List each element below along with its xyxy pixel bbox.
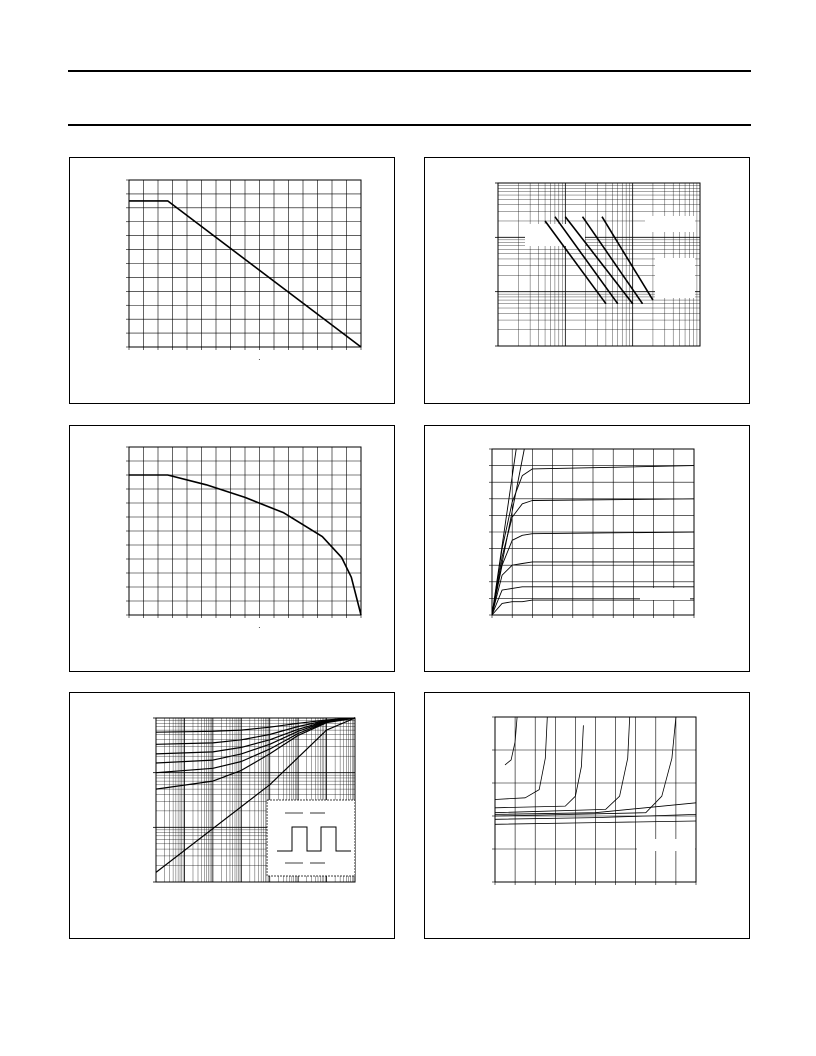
figure-panel-5 — [69, 692, 395, 939]
header-bottom-rule — [68, 124, 751, 126]
chart-fig4 — [425, 426, 751, 673]
series-line-3 — [495, 725, 583, 808]
axis-dot: · — [258, 355, 261, 364]
figure-panel-2 — [424, 157, 750, 404]
label-mask — [640, 588, 690, 600]
label-mask — [645, 216, 695, 232]
chart-fig2 — [425, 158, 751, 405]
figure-panel-4 — [424, 425, 750, 672]
chart-fig6 — [425, 693, 751, 940]
header-top-rule — [68, 70, 751, 72]
inset-box — [267, 800, 355, 876]
figure-panel-1 — [69, 157, 395, 404]
series-line-5 — [495, 717, 676, 816]
series-line-2 — [555, 217, 618, 304]
figure-panel-6 — [424, 692, 750, 939]
label-mask — [637, 839, 695, 851]
chart-fig3 — [70, 426, 396, 673]
series-line-2 — [495, 717, 547, 800]
series-line-3 — [565, 217, 632, 304]
chart-fig5 — [70, 693, 396, 940]
label-mask — [655, 258, 695, 298]
chart-fig1 — [70, 158, 396, 405]
axis-dot: · — [258, 623, 261, 632]
figure-panel-3 — [69, 425, 395, 672]
